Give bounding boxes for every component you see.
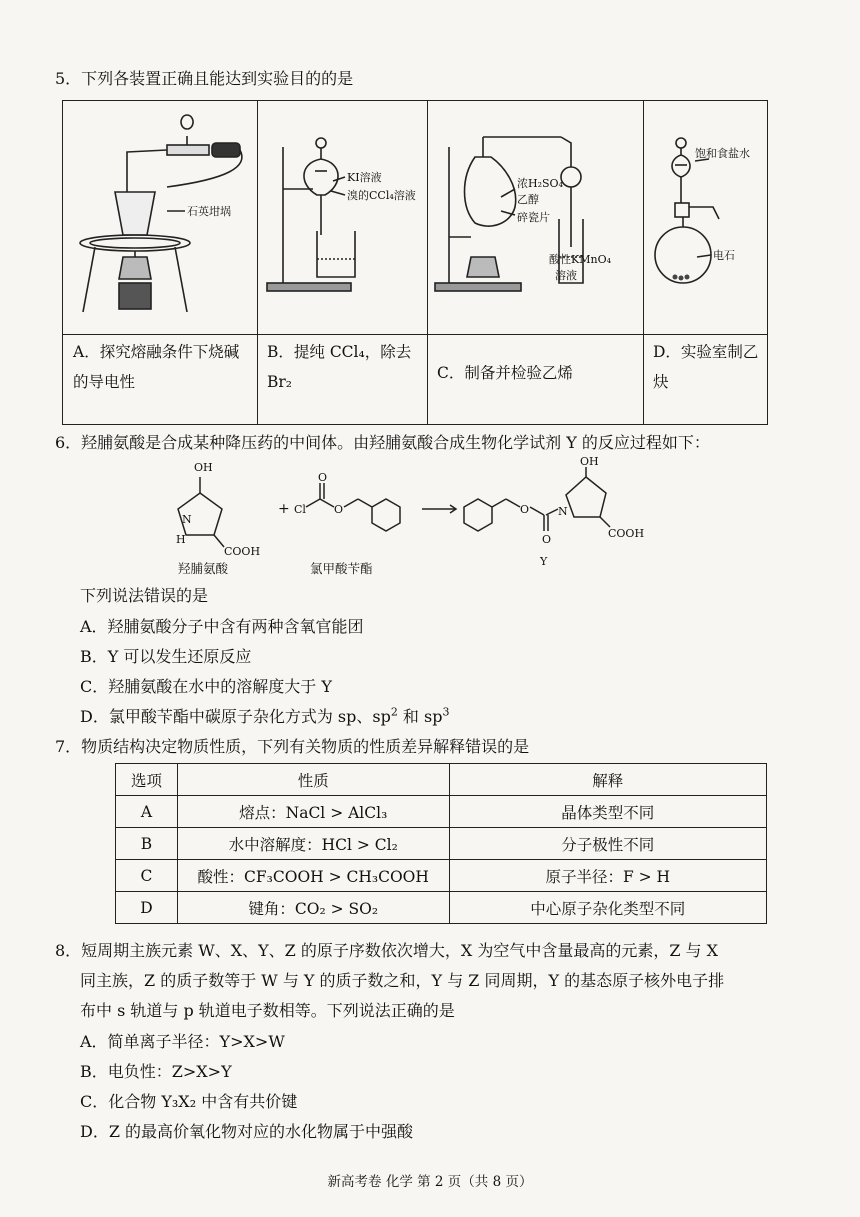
q8-option-a: A．简单离子半径：Y>X>W xyxy=(80,1032,285,1051)
o-label-3: O xyxy=(520,503,530,516)
label-br-ccl4: 溴的CCl₄溶液 xyxy=(347,189,416,202)
cooh-label-2: COOH xyxy=(608,527,645,540)
oh-label-1: OH xyxy=(194,461,213,474)
q8-line-2: 同主族，Z 的质子数等于 W 与 Y 的质子数之和，Y 与 Z 同周期，Y 的基态原子核外电子排 xyxy=(80,971,725,990)
table-cell: B xyxy=(116,828,178,860)
option-d-caption: D．实验室制乙炔 xyxy=(653,343,759,391)
q6-reaction-scheme xyxy=(160,455,720,580)
q7-table xyxy=(115,763,767,924)
label-quartz-crucible: 石英坩埚 xyxy=(187,205,231,218)
table-cell: 原子半径：F > H xyxy=(449,860,766,892)
y-label: Y xyxy=(540,555,548,568)
header-explanation: 解释 xyxy=(449,764,766,796)
table-cell: D xyxy=(116,892,178,924)
n-label-1: N xyxy=(182,513,192,526)
option-c-caption: C．制备并检验乙烯 xyxy=(437,364,573,382)
h-label-1: H xyxy=(176,533,186,546)
o-label-2: O xyxy=(334,503,344,516)
table-cell: 水中溶解度：HCl > Cl₂ xyxy=(177,828,449,860)
q8-option-d: D．Z 的最高价氧化物对应的水化物属于中强酸 xyxy=(80,1122,414,1141)
table-cell: C xyxy=(116,860,178,892)
name-hydroxyproline: 羟脯氨酸 xyxy=(178,561,229,576)
q6-option-a: A．羟脯氨酸分子中含有两种含氧官能团 xyxy=(80,617,364,636)
table-row xyxy=(116,828,767,860)
label-conc-h2so4: 浓H₂SO₄ xyxy=(517,177,563,190)
table-cell: 酸性：CF₃COOH > CH₃COOH xyxy=(177,860,449,892)
q8-line-3: 布中 s 轨道与 p 轨道电子数相等。下列说法正确的是 xyxy=(80,1001,455,1020)
apparatus-b-figure xyxy=(261,107,425,329)
q6-option-c: C．羟脯氨酸在水中的溶解度大于 Y xyxy=(80,677,332,696)
o-label-4: O xyxy=(542,533,552,546)
apparatus-c-figure xyxy=(431,107,641,329)
label-saturated-brine: 饱和食盐水 xyxy=(695,147,750,160)
option-a-caption: A．探究熔融条件下烧碱的导电性 xyxy=(73,343,240,391)
label-porcelain-chips: 碎瓷片 xyxy=(517,211,550,224)
cooh-label-1: COOH xyxy=(224,545,261,558)
apparatus-a-figure xyxy=(67,107,253,329)
table-cell: A xyxy=(116,796,178,828)
apparatus-d-figure xyxy=(647,107,767,329)
q8-line-1: 8．短周期主族元素 W、X、Y、Z 的原子序数依次增大，X 为空气中含量最高的元素，Z 与 X xyxy=(55,941,719,960)
table-row xyxy=(116,860,767,892)
table-cell: 熔点：NaCl > AlCl₃ xyxy=(177,796,449,828)
q6-option-d: D．氯甲酸苄酯中碳原子杂化方式为 sp、$sp^2$ 和 $sp^3$ xyxy=(80,705,450,726)
label-kmno4-solution: 溶液 xyxy=(555,269,577,282)
table-cell: 键角：CO₂ > SO₂ xyxy=(177,892,449,924)
q8-option-b: B．电负性：Z>X>Y xyxy=(80,1062,232,1081)
table-cell: 分子极性不同 xyxy=(449,828,766,860)
q7-stem: 7．物质结构决定物质性质，下列有关物质的性质差异解释错误的是 xyxy=(55,737,530,756)
table-row xyxy=(116,796,767,828)
page-footer: 新高考卷 化学 第 2 页（共 8 页） xyxy=(327,1174,533,1190)
label-ki-solution: KI溶液 xyxy=(347,171,382,184)
label-calcium-carbide: 电石 xyxy=(713,249,735,262)
option-b-caption: B．提纯 CCl₄，除去 Br₂ xyxy=(267,343,412,391)
table-cell: 晶体类型不同 xyxy=(449,796,766,828)
table-row xyxy=(116,892,767,924)
cl-label: Cl xyxy=(294,503,306,516)
n-label-2: N xyxy=(558,505,568,518)
oh-label-2: OH xyxy=(580,455,599,468)
q6-prompt: 下列说法错误的是 xyxy=(80,586,209,605)
q6-option-b: B．Y 可以发生还原反应 xyxy=(80,647,252,666)
q5-stem: 5．下列各装置正确且能达到实验目的的是 xyxy=(55,69,354,88)
header-property: 性质 xyxy=(177,764,449,796)
table-header-row xyxy=(116,764,767,796)
q8-option-c: C．化合物 Y₃X₂ 中含有共价键 xyxy=(80,1092,298,1111)
label-ethanol: 乙醇 xyxy=(517,193,539,206)
plus-sign: + xyxy=(278,501,290,517)
name-benzyl-chloroformate: 氯甲酸苄酯 xyxy=(310,561,373,576)
q6-stem: 6．羟脯氨酸是合成某种降压药的中间体。由羟脯氨酸合成生物化学试剂 Y 的反应过程如下： xyxy=(55,433,710,452)
o-label-1: O xyxy=(318,471,328,484)
q5-apparatus-table xyxy=(62,100,768,425)
header-option: 选项 xyxy=(116,764,178,796)
label-acidic-kmno4: 酸性KMnO₄ xyxy=(549,253,611,266)
table-cell: 中心原子杂化类型不同 xyxy=(449,892,766,924)
